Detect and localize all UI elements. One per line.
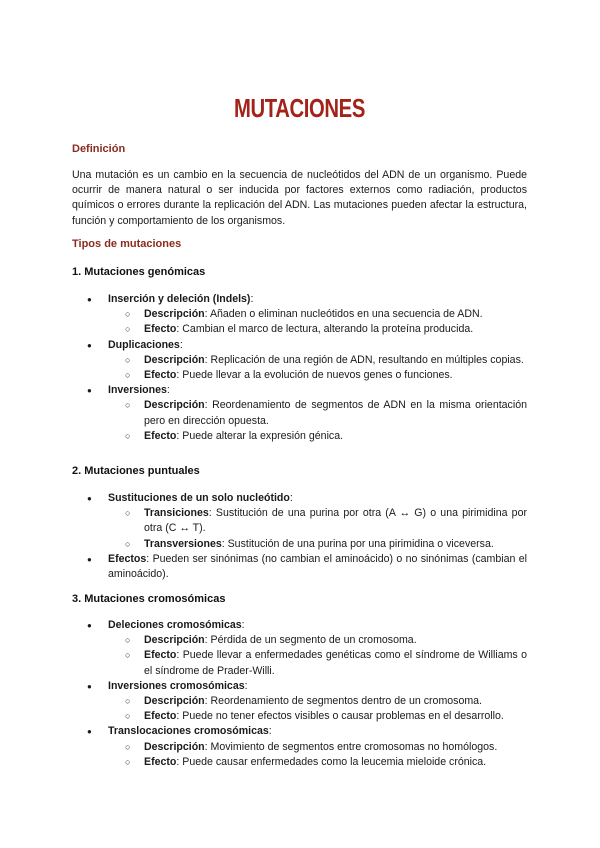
section-chromosomal-heading: 3. Mutaciones cromosómicas: [72, 593, 226, 605]
list-item: ● Sustituciones de un solo nucleótido: ○ Transiciones: Sustitución de una purina por otra (A ↔ G) o una pirimidina por otra (C ↔ T). ○ Transversiones: Sustitución de una purina por una pirimidina o viceversa.: [72, 491, 527, 552]
sub-item: ○ Transiciones: Sustitución de una purina por otra (A ↔ G) o una pirimidina por otra (C ↔ T).: [108, 506, 527, 536]
item-title: Duplicaciones: [108, 338, 180, 351]
section-point-heading: 2. Mutaciones puntuales: [72, 465, 200, 477]
point-list: [72, 491, 527, 582]
sub-item: ○ Descripción: Reordenamiento de segmentos de ADN en la misma orientación pero en dirección opuesta.: [108, 398, 527, 428]
list-item: ● Efectos: Pueden ser sinónimas (no cambian el aminoácido) o no sinónimas (cambian el aminoácido).: [72, 552, 527, 582]
list-item: ● Inversiones: ○ Descripción: Reordenamiento de segmentos de ADN en la misma orientación pero en dirección opuesta. ○ Efecto: Puede alterar la expresión génica.: [72, 383, 527, 444]
sub-item: ○ Efecto: Puede llevar a la evolución de nuevos genes o funciones.: [108, 368, 527, 383]
list-item: ● Inserción y deleción (Indels): ○ Descripción: Añaden o eliminan nucleótidos en una secuencia de ADN. ○ Efecto: Cambian el marco de lectura, alterando la proteína producida.: [72, 292, 527, 338]
sub-item: ○ Efecto: Puede llevar a enfermedades genéticas como el síndrome de Williams o el síndrome de Prader-Willi.: [108, 648, 527, 678]
definition-paragraph: Una mutación es un cambio en la secuencia de nucleótidos del ADN de un organismo. Puede ocurrir de manera natural o ser inducida por factores externos como radiación, productos químicos o errores durante la replicación del ADN. Las mutaciones pueden afectar la estructura, función y comportamiento de los organismos.: [72, 169, 527, 227]
sub-item: ○ Descripción: Añaden o eliminan nucleótidos en una secuencia de ADN.: [108, 307, 527, 322]
sub-item: ○ Descripción: Reordenamiento de segmentos dentro de un cromosoma.: [108, 694, 527, 709]
item-title: Sustituciones de un solo nucleótido: [108, 492, 290, 504]
sub-item: ○ Descripción: Pérdida de un segmento de un cromosoma.: [108, 633, 527, 648]
definition-heading: Definición: [72, 143, 126, 155]
sub-item: ○ Efecto: Puede no tener efectos visibles o causar problemas en el desarrollo.: [108, 709, 527, 724]
sub-item: ○ Descripción: Replicación de una región de ADN, resultando en múltiples copias.: [108, 353, 527, 368]
item-title: Inversiones cromosómicas: [108, 679, 245, 692]
sub-item: ○ Transversiones: Sustitución de una purina por una pirimidina o viceversa.: [108, 537, 527, 552]
sub-item: ○ Efecto: Cambian el marco de lectura, alterando la proteína producida.: [108, 322, 527, 337]
list-item: ● Duplicaciones: ○ Descripción: Replicación de una región de ADN, resultando en múltiples copias. ○ Efecto: Puede llevar a la evolución de nuevos genes o funciones.: [72, 338, 527, 384]
item-title: Efectos: [108, 552, 147, 565]
list-item: ● Translocaciones cromosómicas: ○ Descripción: Movimiento de segmentos entre cromosomas no homólogos. ○ Efecto: Puede causar enfermedades como la leucemia mieloide crónica.: [72, 724, 527, 770]
page-title: MUTACIONES: [234, 93, 365, 123]
item-title: Translocaciones cromosómicas: [108, 725, 269, 738]
item-title: Inversiones: [108, 384, 167, 397]
types-heading: Tipos de mutaciones: [72, 238, 182, 250]
sub-item: ○ Efecto: Puede alterar la expresión génica.: [108, 429, 527, 444]
list-item: ● Deleciones cromosómicas: ○ Descripción: Pérdida de un segmento de un cromosoma. ○ Efecto: Puede llevar a enfermedades genéticas como el síndrome de Williams o el síndrome de Prader-Willi.: [72, 618, 527, 679]
chromosomal-list: [72, 618, 527, 770]
sub-item: ○ Descripción: Movimiento de segmentos entre cromosomas no homólogos.: [108, 740, 527, 755]
genomic-list: [72, 292, 527, 444]
list-item: ● Inversiones cromosómicas: ○ Descripción: Reordenamiento de segmentos dentro de un cromosoma. ○ Efecto: Puede no tener efectos visibles o causar problemas en el desarrollo.: [72, 679, 527, 725]
sub-item: ○ Efecto: Puede causar enfermedades como la leucemia mieloide crónica.: [108, 755, 527, 770]
section-genomic-heading: 1. Mutaciones genómicas: [72, 266, 206, 278]
item-title: Deleciones cromosómicas: [108, 619, 242, 631]
item-title: Inserción y deleción (Indels): [108, 293, 251, 305]
